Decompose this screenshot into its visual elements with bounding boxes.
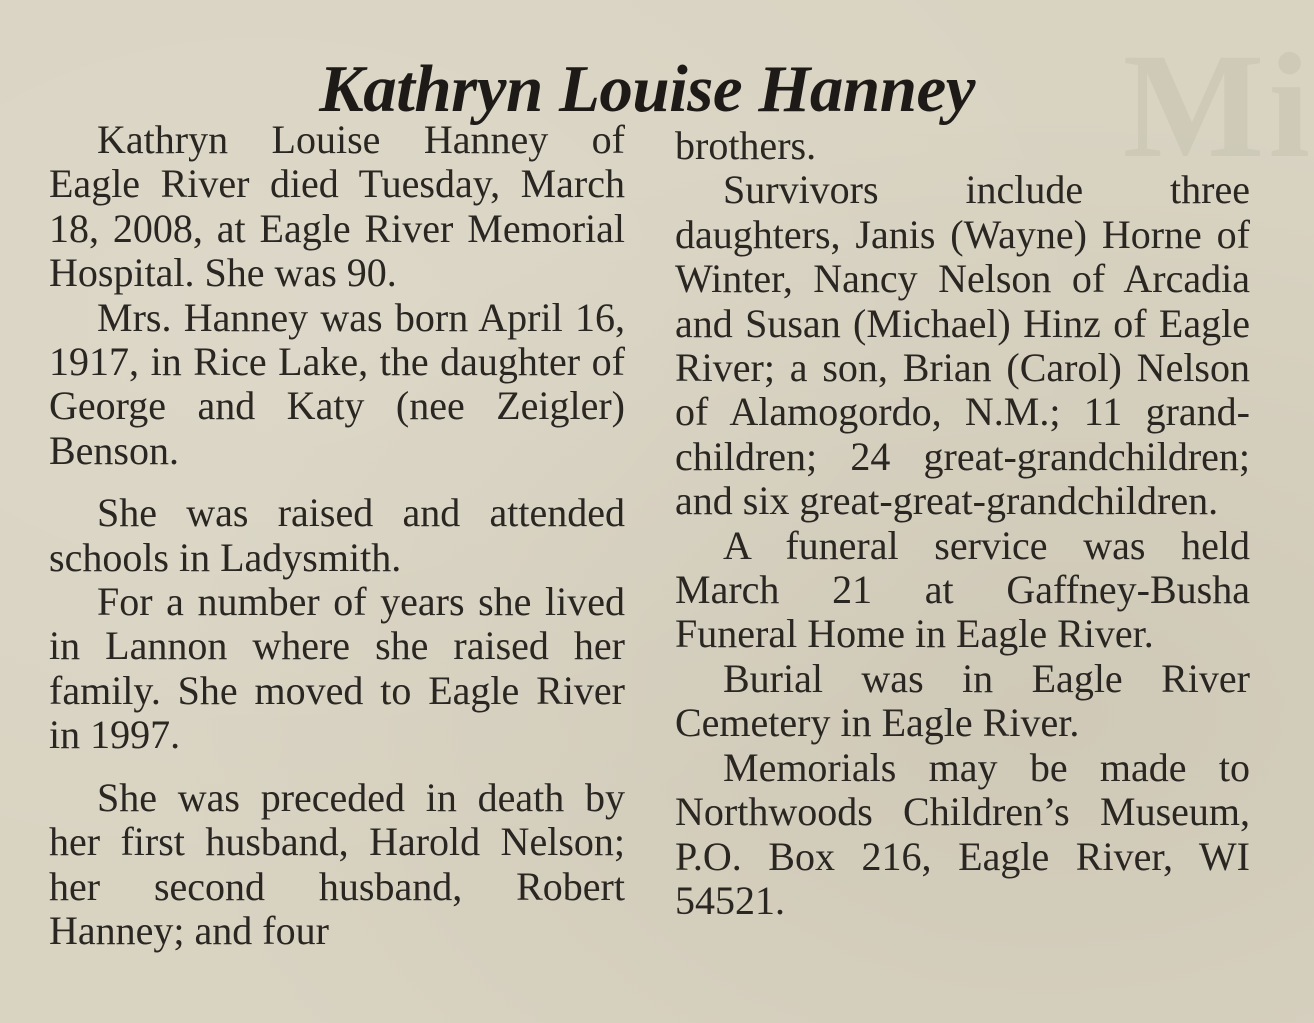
paragraph-funeral-service: A funeral service was held March 21 at Gaffney-Busha Funeral Home in Eagle River.	[675, 522, 1250, 657]
paragraph-preceded-in-death: She was preceded in death by her first husband, Harold Nelson; her second husband, Robert Hanney; and four	[49, 774, 625, 953]
paragraph-death-notice: Kathryn Louise Hanney of Eagle River died Tuesday, March 18, 2008, at Eagle River Memorial Hospital. She was 90.	[49, 117, 625, 296]
obituary-headline: Kathryn Louise Hanney	[319, 51, 975, 126]
paragraph-burial: Burial was in Eagle River Cemetery in Eagle River.	[675, 655, 1250, 746]
right-column	[675, 124, 1250, 923]
paragraph-memorials: Memorials may be made to Northwoods Children’s Museum, P.O. Box 216, Eagle River, WI 54521.	[675, 744, 1250, 923]
left-column	[49, 118, 625, 953]
paragraph-continued: brothers.	[675, 123, 817, 168]
paragraph-birth: Mrs. Hanney was born April 16, 1917, in Rice Lake, the daughter of George and Katy (nee Zeigler) Benson.	[49, 294, 625, 473]
bleed-through-texture: Mi	[1122, 23, 1314, 189]
paragraph-survivors: Survivors include three daughters, Janis (Wayne) Horne of Winter, Nancy Nelson of Arcadia and Susan (Michael) Hinz of Eagle River; a son, Brian (Carol) Nelson of Alamogordo, N.M.; 11 grandchildren; 24 great-grandchildren; and six great-great-grandchildren.	[675, 167, 1250, 524]
paragraph-residence: For a number of years she lived in Lannon where she raised her family. She moved to Eagle River in 1997.	[49, 579, 625, 758]
paragraph-schooling: She was raised and attended schools in Ladysmith.	[49, 490, 625, 580]
